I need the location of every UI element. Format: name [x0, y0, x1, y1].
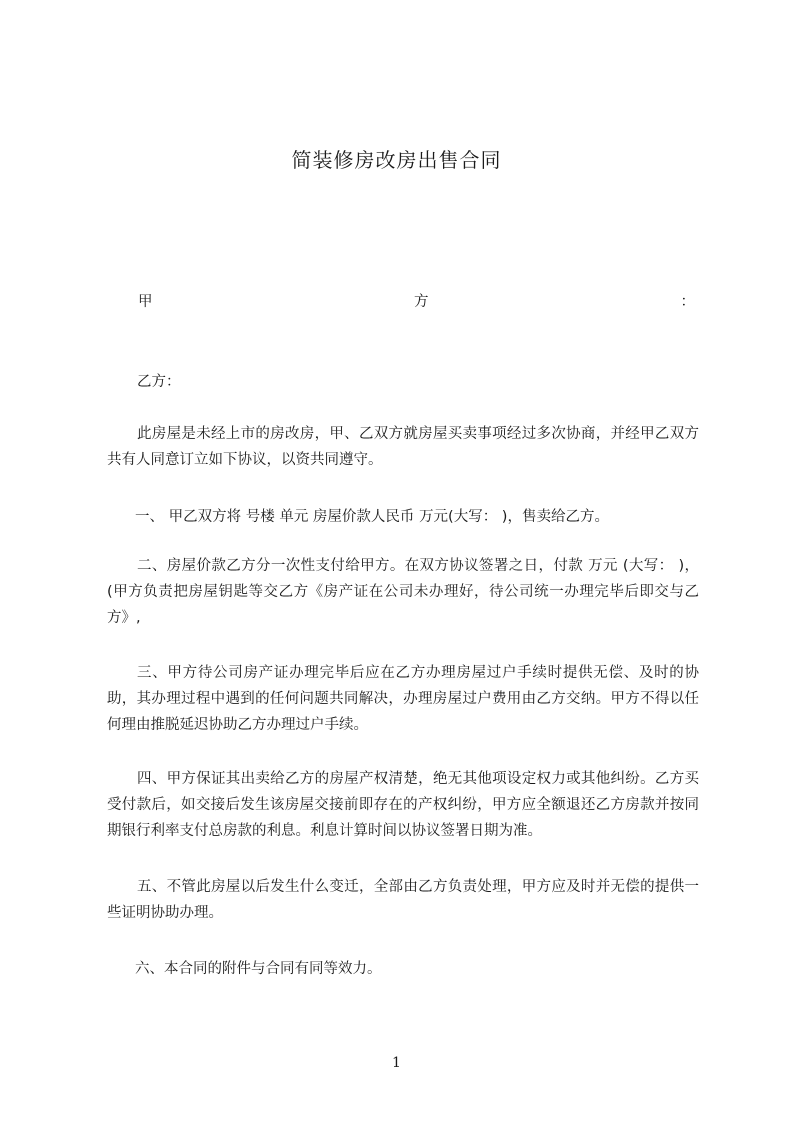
clause-1: 一、 甲乙双方将 号楼 单元 房屋价款人民币 万元(大写： )，售卖给乙方。 [135, 509, 609, 525]
party-a-line [138, 290, 695, 312]
page-number: 1 [392, 1055, 401, 1071]
clause-6: 六、本合同的附件与合同有同等效力。 [135, 961, 382, 977]
party-a-colon: ： [680, 294, 695, 310]
clause-2: 二、房屋价款乙方分一次性支付给甲方。在双方协议签署之日，付款 万元 (大写： )，(甲方负责把房屋钥匙等交乙方《房产证在公司未办理好，待公司统一办理完毕后即交与乙方》, [107, 558, 699, 626]
intro-paragraph: 此房屋是未经上市的房改房，甲、乙双方就房屋买卖事项经过多次协商，并经甲乙双方共有人同意订立如下协议，以资共同遵守。 [107, 426, 699, 468]
clause-3: 三、甲方待公司房产证办理完毕后应在乙方办理房屋过户手续时提供无偿、及时的协助，其办理过程中遇到的任何问题共同解决，办理房屋过户费用由乙方交纳。甲方不得以任何理由推脱延迟协助乙方办理过户手续。 [107, 665, 699, 733]
clause-4: 四、甲方保证其出卖给乙方的房屋产权清楚，绝无其他项设定权力或其他纠纷。乙方买受付款后，如交接后发生该房屋交接前即存在的产权纠纷，甲方应全额退还乙方房款并按同期银行利率支付总房款的利息。利息计算时间以协议签署日期为准。 [107, 771, 699, 839]
party-a-char-2: 方 [414, 294, 429, 310]
party-a-char-1: 甲 [138, 294, 153, 310]
clause-5: 五、不管此房屋以后发生什么变迁，全部由乙方负责处理，甲方应及时并无偿的提供一些证明协助办理。 [107, 879, 699, 921]
document-title: 简装修房改房出售合同 [291, 148, 502, 172]
party-b-line: 乙方： [137, 374, 181, 390]
